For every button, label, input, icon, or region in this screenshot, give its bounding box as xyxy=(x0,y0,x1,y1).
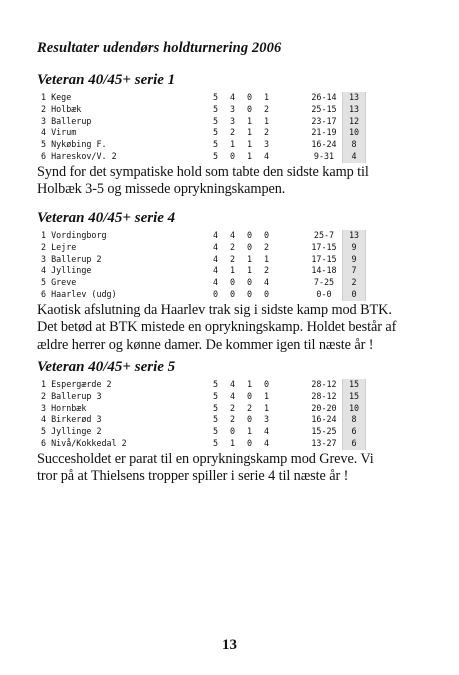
section-title-rest: serie 1 xyxy=(130,72,176,88)
points-cell: 15 xyxy=(342,379,366,391)
won-cell: 0 xyxy=(230,426,236,437)
drawn-cell: 0 xyxy=(247,437,253,448)
played-cell: 4 xyxy=(213,253,219,264)
score-cell: 7-25 xyxy=(313,277,335,288)
team-name: 3 Hornbæk xyxy=(41,402,87,413)
team-name: 2 Holbæk xyxy=(41,103,82,114)
won-cell: 1 xyxy=(230,437,236,448)
section-title xyxy=(37,209,437,227)
table-row xyxy=(37,379,437,391)
table-row xyxy=(37,127,437,139)
team-name: 6 Haarlev (udg) xyxy=(41,288,117,299)
played-cell: 5 xyxy=(213,426,219,437)
team-name: 6 Nivå/Kokkedal 2 xyxy=(41,437,127,448)
score-cell: 21-19 xyxy=(311,127,337,138)
team-name: 1 Espergærde 2 xyxy=(41,379,112,389)
won-cell: 0 xyxy=(230,277,236,288)
table-row xyxy=(37,104,437,116)
table-row xyxy=(37,438,437,450)
drawn-cell: 1 xyxy=(247,115,253,126)
table-row xyxy=(37,139,437,151)
score-cell: 9-31 xyxy=(313,150,335,161)
lost-cell: 2 xyxy=(264,265,270,276)
won-cell: 3 xyxy=(230,115,236,126)
lost-cell: 4 xyxy=(264,426,270,437)
points-cell: 8 xyxy=(342,139,366,151)
page-number: 13 xyxy=(222,637,237,653)
standings-table xyxy=(37,92,437,163)
score-cell: 25-15 xyxy=(311,103,337,114)
team-name: 3 Ballerup xyxy=(41,115,92,126)
drawn-cell: 1 xyxy=(247,253,253,264)
lost-cell: 2 xyxy=(264,241,270,252)
played-cell: 4 xyxy=(213,265,219,276)
table-row xyxy=(37,277,437,289)
standings-table xyxy=(37,230,437,301)
points-cell: 13 xyxy=(342,230,366,242)
points-cell: 6 xyxy=(342,438,366,450)
drawn-cell: 0 xyxy=(247,288,253,299)
played-cell: 5 xyxy=(213,139,219,150)
score-cell: 15-25 xyxy=(311,426,337,437)
lost-cell: 0 xyxy=(264,288,270,299)
points-cell: 13 xyxy=(342,104,366,116)
section-comment: Synd for det sympatiske hold som tabte den sidste kamp til Holbæk 3-5 og missede oprykningskampen. xyxy=(37,163,369,198)
lost-cell: 4 xyxy=(264,277,270,288)
drawn-cell: 2 xyxy=(247,402,253,413)
team-name: 4 Jyllinge xyxy=(41,265,92,276)
team-name: 4 Birkerød 3 xyxy=(41,414,102,425)
section-title-bold: Veteran 40/45+ xyxy=(37,359,131,375)
team-name: 2 Lejre xyxy=(41,241,77,252)
points-cell: 6 xyxy=(342,426,366,438)
lost-cell: 1 xyxy=(264,390,270,401)
points-cell: 0 xyxy=(342,289,366,301)
score-cell: 28-12 xyxy=(311,379,337,389)
drawn-cell: 1 xyxy=(247,127,253,138)
won-cell: 4 xyxy=(230,390,236,401)
section-title-rest: serie 5 xyxy=(130,359,176,375)
points-cell: 8 xyxy=(342,414,366,426)
team-name: 1 Kege xyxy=(41,92,72,102)
table-row xyxy=(37,151,437,163)
drawn-cell: 1 xyxy=(247,265,253,276)
drawn-cell: 0 xyxy=(247,241,253,252)
team-name: 5 Greve xyxy=(41,277,77,288)
section-comment: Kaotisk afslutning da Haarlev trak sig i sidste kamp mod BTK. Det betød at BTK mistede en oprykningskamp. Holdet består af ældre herrer og kønne damer. De kommer igen til næste år ! xyxy=(37,301,397,353)
score-cell: 17-15 xyxy=(311,253,337,264)
score-cell: 26-14 xyxy=(311,92,337,102)
table-row xyxy=(37,242,437,254)
drawn-cell: 1 xyxy=(247,150,253,161)
lost-cell: 3 xyxy=(264,139,270,150)
won-cell: 1 xyxy=(230,139,236,150)
played-cell: 4 xyxy=(213,241,219,252)
team-name: 4 Virum xyxy=(41,127,77,138)
table-row xyxy=(37,426,437,438)
lost-cell: 3 xyxy=(264,414,270,425)
won-cell: 3 xyxy=(230,103,236,114)
score-cell: 28-12 xyxy=(311,390,337,401)
played-cell: 0 xyxy=(213,288,219,299)
section-serie-1 xyxy=(37,71,437,199)
points-cell: 4 xyxy=(342,151,366,163)
played-cell: 5 xyxy=(213,414,219,425)
table-row xyxy=(37,92,437,104)
played-cell: 4 xyxy=(213,277,219,288)
played-cell: 5 xyxy=(213,437,219,448)
section-title-rest: serie 4 xyxy=(130,210,176,226)
points-cell: 9 xyxy=(342,242,366,254)
document-title: Resultater udendørs holdturnering 2006 xyxy=(37,40,282,56)
score-cell: 14-18 xyxy=(311,265,337,276)
points-cell: 10 xyxy=(342,403,366,415)
team-name: 2 Ballerup 3 xyxy=(41,390,102,401)
won-cell: 4 xyxy=(230,379,236,389)
lost-cell: 2 xyxy=(264,127,270,138)
standings-table xyxy=(37,379,437,450)
points-cell: 10 xyxy=(342,127,366,139)
won-cell: 2 xyxy=(230,127,236,138)
team-name: 3 Ballerup 2 xyxy=(41,253,102,264)
won-cell: 2 xyxy=(230,402,236,413)
section-title-bold: Veteran 40/45+ xyxy=(37,72,131,88)
lost-cell: 1 xyxy=(264,253,270,264)
won-cell: 0 xyxy=(230,150,236,161)
points-cell: 13 xyxy=(342,92,366,104)
section-title-bold: Veteran 40/45+ xyxy=(37,210,131,226)
played-cell: 5 xyxy=(213,150,219,161)
won-cell: 2 xyxy=(230,253,236,264)
table-row xyxy=(37,116,437,128)
section-comment: Succesholdet er parat til en oprykningskamp mod Greve. Vi tror på at Thielsens tropper spiller i serie 4 til næste år ! xyxy=(37,450,374,485)
score-cell: 16-24 xyxy=(311,414,337,425)
points-cell: 7 xyxy=(342,265,366,277)
points-cell: 2 xyxy=(342,277,366,289)
table-row xyxy=(37,391,437,403)
lost-cell: 1 xyxy=(264,92,270,102)
played-cell: 5 xyxy=(213,390,219,401)
score-cell: 25-7 xyxy=(313,230,335,240)
played-cell: 4 xyxy=(213,230,219,240)
score-cell: 23-17 xyxy=(311,115,337,126)
drawn-cell: 0 xyxy=(247,414,253,425)
table-row xyxy=(37,403,437,415)
score-cell: 20-20 xyxy=(311,402,337,413)
lost-cell: 1 xyxy=(264,115,270,126)
drawn-cell: 0 xyxy=(247,230,253,240)
team-name: 1 Vordingborg xyxy=(41,230,107,240)
table-row xyxy=(37,254,437,266)
score-cell: 16-24 xyxy=(311,139,337,150)
won-cell: 0 xyxy=(230,288,236,299)
lost-cell: 0 xyxy=(264,379,270,389)
score-cell: 17-15 xyxy=(311,241,337,252)
won-cell: 2 xyxy=(230,241,236,252)
lost-cell: 2 xyxy=(264,103,270,114)
won-cell: 2 xyxy=(230,414,236,425)
won-cell: 4 xyxy=(230,230,236,240)
played-cell: 5 xyxy=(213,92,219,102)
score-cell: 0-0 xyxy=(316,288,332,299)
points-cell: 12 xyxy=(342,116,366,128)
table-row xyxy=(37,414,437,426)
team-name: 6 Hareskov/V. 2 xyxy=(41,150,117,161)
table-row xyxy=(37,265,437,277)
points-cell: 15 xyxy=(342,391,366,403)
lost-cell: 4 xyxy=(264,150,270,161)
team-name: 5 Nykøbing F. xyxy=(41,139,107,150)
section-serie-4 xyxy=(37,209,437,354)
section-serie-5 xyxy=(37,358,437,486)
table-row xyxy=(37,289,437,301)
won-cell: 4 xyxy=(230,92,236,102)
lost-cell: 0 xyxy=(264,230,270,240)
points-cell: 9 xyxy=(342,254,366,266)
drawn-cell: 0 xyxy=(247,390,253,401)
won-cell: 1 xyxy=(230,265,236,276)
team-name: 5 Jyllinge 2 xyxy=(41,426,102,437)
drawn-cell: 0 xyxy=(247,277,253,288)
score-cell: 13-27 xyxy=(311,437,337,448)
lost-cell: 1 xyxy=(264,402,270,413)
lost-cell: 4 xyxy=(264,437,270,448)
drawn-cell: 0 xyxy=(247,103,253,114)
played-cell: 5 xyxy=(213,103,219,114)
section-title xyxy=(37,358,437,376)
drawn-cell: 0 xyxy=(247,92,253,102)
table-row xyxy=(37,230,437,242)
played-cell: 5 xyxy=(213,127,219,138)
drawn-cell: 1 xyxy=(247,379,253,389)
played-cell: 5 xyxy=(213,402,219,413)
drawn-cell: 1 xyxy=(247,139,253,150)
section-title xyxy=(37,71,437,89)
drawn-cell: 1 xyxy=(247,426,253,437)
played-cell: 5 xyxy=(213,379,219,389)
played-cell: 5 xyxy=(213,115,219,126)
